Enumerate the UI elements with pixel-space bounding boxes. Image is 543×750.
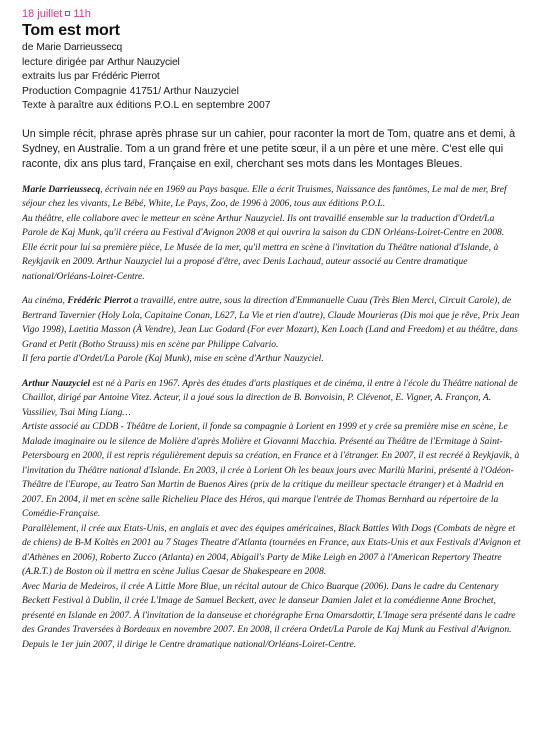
- credit-director: [22, 56, 521, 71]
- bio-paragraph: [22, 212, 521, 241]
- event-date: 18 juillet: [22, 8, 63, 20]
- bio-text: Artiste associé au CDDB - Théâtre de Lorient, il fonde sa compagnie à Lorient en 1999 et y crée sa première mise en scène, Le Malade imaginaire ou le silence de Molière d'après Molière et Giovanni Macchia. Présenté au Théâtre de l'Ermitage à Saint-Petersbourg en 2000, il est repris régulièrement depuis sa création, en France et à l'étranger. En 2007, il est recréé à Reykjavik, à l'invitation du Théâtre national d'Islande. En 2003, il crée à Lorient Oh les beaux jours avec Marilù Marini, présenté à l'Odéon-Théâtre de l'Europe, au Teatro San Martin de Buenos Aires (prix de la critique du meilleur spectacle étranger) et à Madrid en 2007. En 2004, il met en scène salle Richelieu Place des Héros, qui marque l'entrée de Thomas Bernhard au répertoire de la Comédie-Française.: [22, 421, 520, 520]
- credit-publication: [22, 99, 521, 114]
- bio-paragraph: [22, 580, 521, 653]
- summary-paragraph: Un simple récit, phrase après phrase sur un cahier, pour raconter la mort de Tom, quatre ans et demi, à Sydney, en Australie. Tom a un grand frère et une petite sœur, il a un père et une mère. C'est elle qui raconte, dix ans plus tard, Française en exil, cherchant ses mots dans les Montages Bleues.: [22, 127, 516, 171]
- credit-value: Marie Darrieussecq: [36, 42, 122, 53]
- page-title: Tom est mort: [22, 22, 120, 39]
- credit-prefix: de: [22, 42, 37, 53]
- bio-text: , écrivain née en 1969 au Pays basque. Elle a écrit Truismes, Naissance des fantômes, Le mal de mer, Bref séjour chez les vivants, Le Bébé, White, Le Pays, Zoo, de 1996 à 2006, tous aux éditions P.O.L.: [22, 183, 507, 210]
- credit-value: Production Compagnie 41751/ Arthur Nauzyciel: [22, 85, 239, 97]
- bio-paragraph: [22, 522, 521, 580]
- bio-nauzyciel: [22, 377, 521, 653]
- credit-value: Arthur Nauzyciel: [107, 56, 180, 68]
- bio-name: Frédéric Pierrot: [67, 295, 132, 307]
- bio-text: Avec Maria de Medeiros, il crée A Little More Blue, un récital autour de Chico Buarque (2006). Dans le cadre du Centenary Beckett Festival à Dublin, il crée L'Image de Samuel Beckett, avec le danseur Damien Jalet et la comédienne Anne Brochet, présenté en Islande en 2007. À l'invitation de la danseuse et chorégraphe Erna Omarsdottir, L'Image sera présenté dans le cadre des Grandes Traversées à Bordeaux en novembre 2007. En 2008, il créera Ordet/La Parole de Kaj Munk au Festival d'Avignon. Depuis le 1er juin 2007, il dirige le Centre dramatique national/Orléans-Loiret-Centre.: [22, 580, 516, 650]
- bio-paragraph: [22, 352, 521, 367]
- bio-name: Marie Darrieussecq: [22, 183, 101, 195]
- bio-text: a travaillé, entre autre, sous la direction d'Emmanuelle Cuau (Très Bien Merci, Circuit Carole), de Bertrand Tavernier (Holy Lola, Capitaine Conan, L627, La Vie et rien d'autre), Claude Mourieras (Dis moi que je rêve, Prix Jean Vigo 1998), Laetitia Masson (À Vendre), Jean Luc Godard (For ever Mozart), Ken Loach (Land and Freedom) et au théâtre, dans Grand et Petit (Botho Strauss) mis en scène par Philippe Calvario.: [22, 295, 520, 350]
- bio-text: est né à Paris en 1967. Après des études d'arts plastiques et de cinéma, il entre à l'école du Théâtre national de Chaillot, dirigé par Antoine Vitez. Acteur, il a joué sous la direction de B. Bonvoisin, P. Clévenot, E. Vigner, A. Françon, A. Vassiliev, Tsai Ming Liang…: [22, 377, 518, 418]
- credit-author: [22, 41, 521, 56]
- credits-block: [22, 41, 521, 114]
- bio-text: Au théâtre, elle collabore avec le metteur en scène Arthur Nauzyciel. Ils ont travaillé ensemble sur la traduction d'Ordet/La Parole de Kaj Munk, qu'il créera au Festival d'Avignon 2008 et qui ouvrira la saison du CDN Orléans-Loiret-Centre en 2008.: [22, 212, 505, 239]
- event-time: 11h: [73, 8, 91, 20]
- bio-text: Elle écrit pour lui sa première pièce, Le Musée de la mer, qu'il mettra en scène à l'invitation du Théâtre national d'Islande, à Reykjavik en 2009. Arthur Nauzyciel lui a proposé d'être, avec Denis Lachaud, auteur associé au Centre dramatique national/Orléans-Loiret-Centre.: [22, 241, 499, 282]
- bio-lead: Au cinéma,: [22, 295, 68, 307]
- credit-prefix: lecture dirigée par: [22, 56, 108, 68]
- credit-reader: [22, 70, 521, 85]
- credit-value: Texte à paraître aux éditions P.O.L en septembre 2007: [22, 100, 271, 112]
- bio-paragraph: [22, 241, 521, 285]
- separator-square-icon: [65, 11, 70, 16]
- date-time-line: [22, 8, 521, 21]
- bio-text: Parallèlement, il crée aux Etats-Unis, en anglais et avec des équipes américaines, Black Battles With Dogs (Combats de nègre et de chiens) de B-M Koltès en 2001 au 7 Stages Theatre d'Atlanta (tournées en France, aux Etats-Unis et aux Festivals d'Avignon et d'Athènes en 2006), Roberto Zucco (Atlanta) en 2004, Abigail's Party de Mike Leigh en 2007 à l'American Repertory Theatre (A.R.T.) de Boston où il mettra en scène Julius Caesar de Shakespeare en 2008.: [22, 522, 521, 578]
- bio-darrieussecq: [22, 183, 521, 285]
- credit-prefix: extraits lus par: [22, 71, 92, 83]
- credit-value: Frédéric Pierrot: [91, 71, 160, 83]
- bio-text: Il fera partie d'Ordet/La Parole (Kaj Munk), mise en scène d'Arthur Nauzyciel.: [22, 353, 324, 365]
- bio-paragraph: [22, 294, 521, 352]
- bio-paragraph: [22, 377, 521, 421]
- bio-pierrot: [22, 294, 521, 367]
- credit-production: [22, 85, 521, 100]
- bio-name: Arthur Nauzyciel: [22, 377, 91, 389]
- bio-paragraph: [22, 183, 521, 212]
- bio-paragraph: [22, 420, 521, 522]
